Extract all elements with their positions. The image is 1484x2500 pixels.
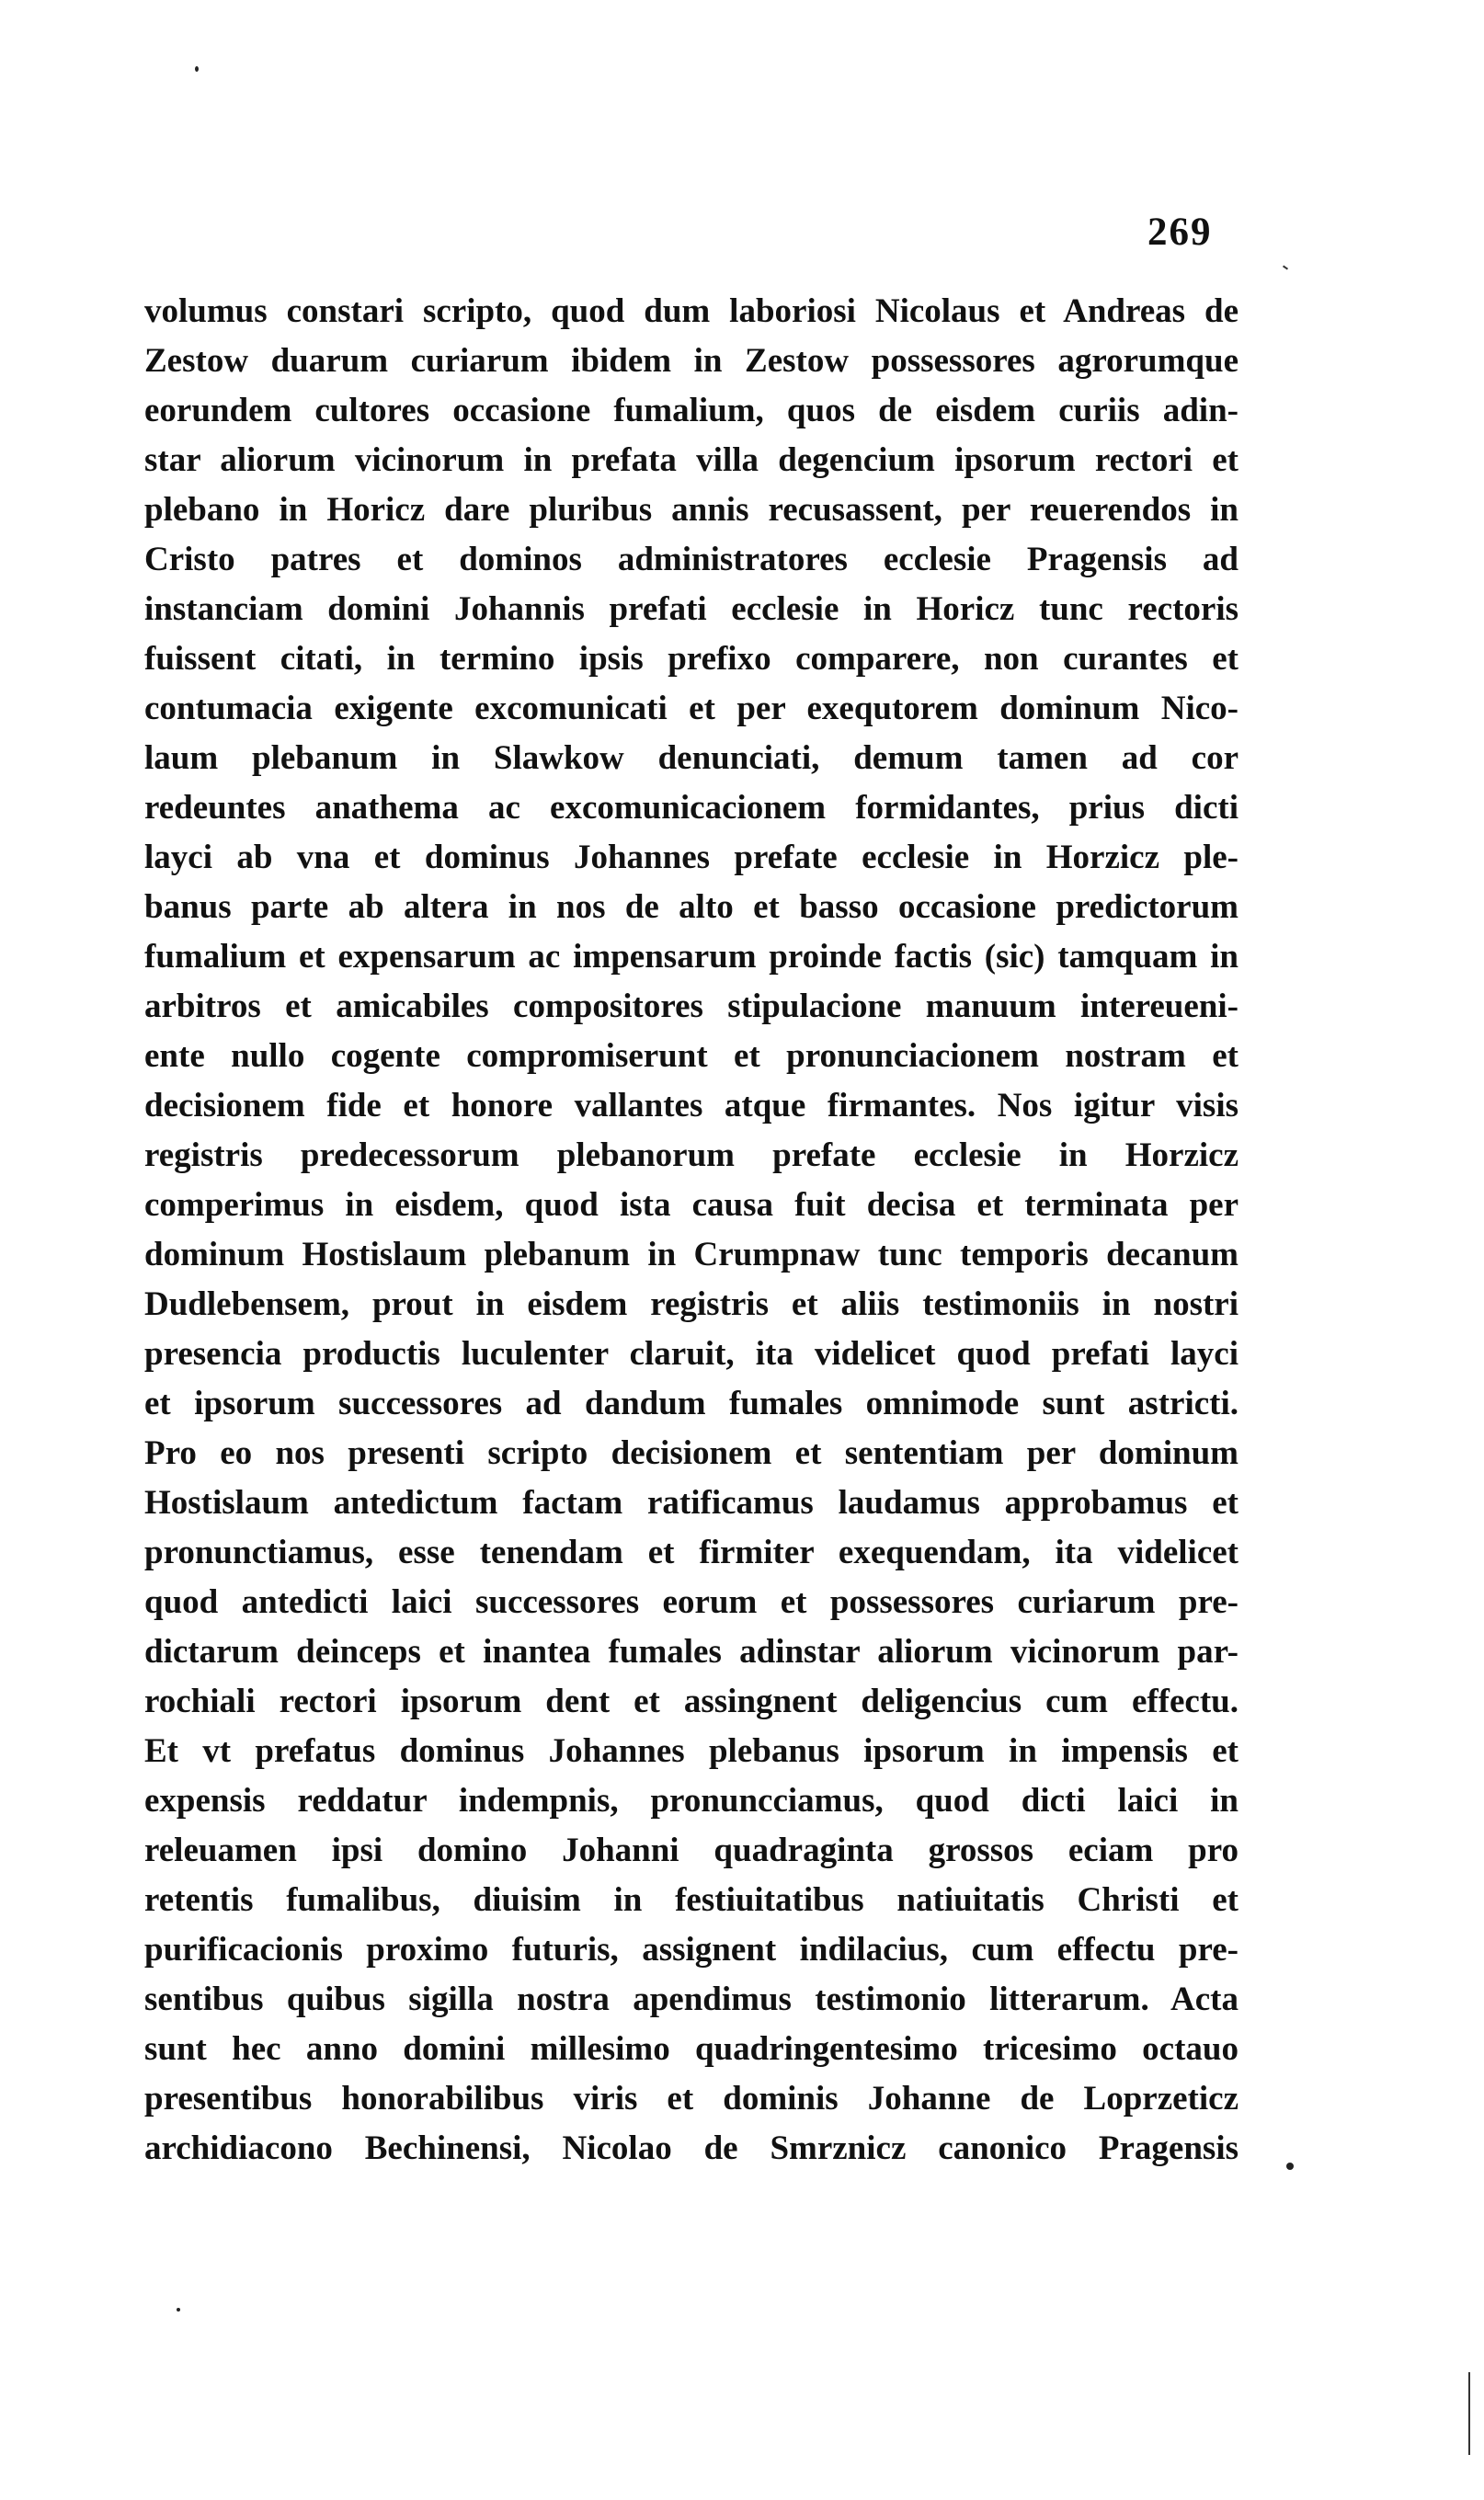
text-line: contumacia exigente excomunicati et per exequtorem dominum Nico- <box>144 690 1239 727</box>
scan-mark <box>1283 265 1288 269</box>
text-line: arbitros et amicabiles compositores stipulacione manuum intereueni- <box>144 987 1239 1025</box>
text-line: archidiacono Bechinensi, Nicolao de Smrznicz canonico Pragensis <box>144 2129 1239 2167</box>
text-line: dictarum deinceps et inantea fumales adinstar aliorum vicinorum par- <box>144 1633 1239 1671</box>
scan-speck <box>195 66 199 72</box>
text-line: decisionem fide et honore vallantes atque firmantes. Nos igitur visis <box>144 1087 1239 1124</box>
text-line: Pro eo nos presenti scripto decisionem et sententiam per dominum <box>144 1434 1239 1472</box>
text-line: laum plebanum in Slawkow denunciati, demum tamen ad cor <box>144 739 1239 777</box>
text-line: Et vt prefatus dominus Johannes plebanus ipsorum in impensis et <box>144 1732 1239 1770</box>
scan-mark <box>1468 2372 1470 2455</box>
text-line: ente nullo cogente compromiserunt et pronunciacionem nostram et <box>144 1037 1239 1075</box>
page-number: 269 <box>1147 211 1213 254</box>
text-line: fuissent citati, in termino ipsis prefixo comparere, non curantes et <box>144 640 1239 678</box>
text-line: Hostislaum antedictum factam ratificamus laudamus approbamus et <box>144 1484 1239 1522</box>
text-line: Dudlebensem, prout in eisdem registris et aliis testimoniis in nostri <box>144 1285 1239 1323</box>
text-line: presentibus honorabilibus viris et dominis Johanne de Loprzeticz <box>144 2080 1239 2118</box>
text-line: dominum Hostislaum plebanum in Crumpnaw tunc temporis decanum <box>144 1236 1239 1273</box>
text-line: pronunctiamus, esse tenendam et firmiter exequendam, ita videlicet <box>144 1534 1239 1571</box>
body-text <box>144 287 1239 2174</box>
text-line: presencia productis luculenter claruit, ita videlicet quod prefati layci <box>144 1335 1239 1373</box>
text-line: eorundem cultores occasione fumalium, quos de eisdem curiis adin- <box>144 392 1239 429</box>
text-line: rochiali rectori ipsorum dent et assingnent deligencius cum effectu. <box>144 1683 1239 1720</box>
scan-speck <box>1286 2163 1294 2170</box>
text-line: volumus constari scripto, quod dum laboriosi Nicolaus et Andreas de <box>144 292 1239 330</box>
text-line: plebano in Horicz dare pluribus annis recusassent, per reuerendos in <box>144 491 1239 529</box>
text-line: redeuntes anathema ac excomunicacionem formidantes, prius dicti <box>144 789 1239 827</box>
text-line: comperimus in eisdem, quod ista causa fuit decisa et terminata per <box>144 1186 1239 1224</box>
text-line: registris predecessorum plebanorum prefate ecclesie in Horzicz <box>144 1136 1239 1174</box>
text-line: star aliorum vicinorum in prefata villa degencium ipsorum rectori et <box>144 441 1239 479</box>
text-line: Cristo patres et dominos administratores ecclesie Pragensis ad <box>144 541 1239 578</box>
text-line: expensis reddatur indempnis, pronuncciamus, quod dicti laici in <box>144 1782 1239 1820</box>
text-line: Zestow duarum curiarum ibidem in Zestow possessores agrorumque <box>144 342 1239 380</box>
scan-speck <box>177 2308 180 2312</box>
text-line: instanciam domini Johannis prefati ecclesie in Horicz tunc rectoris <box>144 590 1239 628</box>
text-line: sentibus quibus sigilla nostra apendimus testimonio litterarum. Acta <box>144 1981 1239 2018</box>
text-line: releuamen ipsi domino Johanni quadraginta grossos eciam pro <box>144 1832 1239 1869</box>
text-line: purificacionis proximo futuris, assignent indilacius, cum effectu pre- <box>144 1931 1239 1969</box>
text-line: quod antedicti laici successores eorum et possessores curiarum pre- <box>144 1583 1239 1621</box>
text-line: layci ab vna et dominus Johannes prefate ecclesie in Horzicz ple- <box>144 839 1239 876</box>
text-line: sunt hec anno domini millesimo quadringentesimo tricesimo octauo <box>144 2030 1239 2068</box>
text-line: retentis fumalibus, diuisim in festiuitatibus natiuitatis Christi et <box>144 1881 1239 1919</box>
text-line: fumalium et expensarum ac impensarum proinde factis (sic) tamquam in <box>144 938 1239 976</box>
text-line: et ipsorum successores ad dandum fumales omnimode sunt astricti. <box>144 1385 1239 1422</box>
text-line: banus parte ab altera in nos de alto et basso occasione predictorum <box>144 888 1239 926</box>
